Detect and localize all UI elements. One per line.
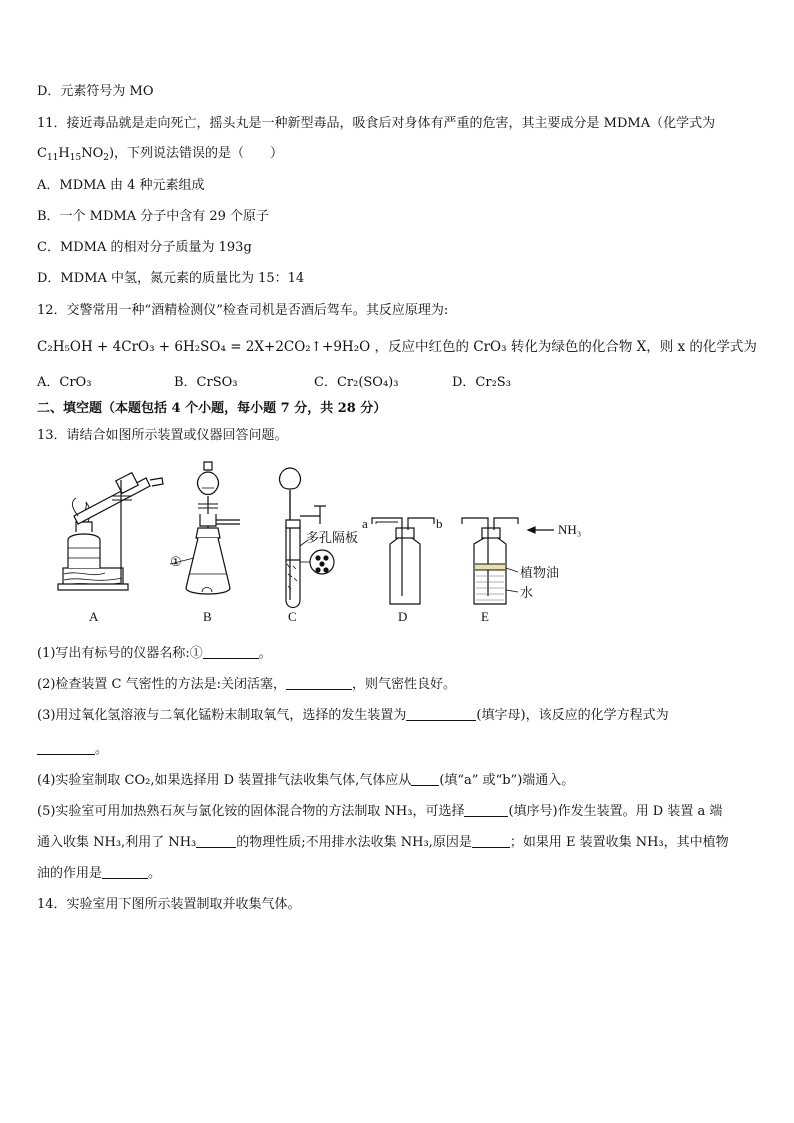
q12-option-a: A．CrO₃ — [37, 375, 92, 390]
apparatus-figure — [0, 450, 794, 630]
answer-blank[interactable] — [196, 835, 236, 848]
apparatus-b — [170, 462, 240, 594]
answer-blank[interactable] — [203, 646, 259, 659]
figure-label-b: B — [203, 609, 212, 624]
figure-label-a: A — [89, 609, 99, 624]
q12-equation: C₂H₅OH + 4CrO₃ + 6H₂SO₄ = 2X+2CO₂↑+9H₂O — [37, 339, 371, 355]
q13-part5-end: 油的作用是 。 — [37, 866, 162, 881]
apparatus-a — [58, 473, 163, 590]
figure-marker-1: ① — [170, 554, 182, 569]
answer-blank[interactable] — [464, 804, 508, 817]
q11-option-c: C．MDMA 的相对分子质量为 193g — [37, 240, 252, 255]
answer-blank[interactable] — [406, 708, 476, 721]
answer-blank[interactable] — [37, 742, 95, 755]
apparatus-d — [372, 518, 434, 604]
answer-blank[interactable] — [472, 835, 510, 848]
figure-nh3-label: NH₃ — [558, 522, 582, 537]
figure-label-d: D — [398, 609, 408, 624]
figure-water: 水 — [520, 585, 534, 600]
q13-stem: 13．请结合如图所示装置或仪器回答问题。 — [37, 428, 288, 443]
q13-part4: (4)实验室制取 CO₂,如果选择用 D 装置排气法收集气体,气体应从 (填“a” 或“b”)端通入。 — [37, 773, 575, 788]
q13-part3: (3)用过氧化氢溶液与二氧化锰粉末制取氧气，选择的发生装置为 (填字母)，该反应的化学方程式为 — [37, 708, 669, 723]
figure-label-c: C — [288, 609, 297, 624]
q13-part1: (1)写出有标号的仪器名称:① 。 — [37, 646, 272, 661]
q12-option-b: B．CrSO₃ — [174, 375, 238, 390]
q12-tail: ，反应中红色的 CrO₃ 转化为绿色的化合物 X，则 x 的化学式为 — [374, 339, 757, 355]
q12-options — [37, 374, 511, 392]
q12-stem: 12．交警常用一种“酒精检测仪”检查司机是否酒后驾车。其反应原理为: — [37, 303, 449, 318]
answer-blank[interactable] — [411, 773, 439, 786]
figure-label-e: E — [481, 609, 489, 624]
q11-option-a: A．MDMA 由 4 种元素组成 — [37, 178, 205, 193]
q13-part5-cont: 通入收集 NH₃,利用了 NH₃ 的物理性质;不用排水法收集 NH₃,原因是 ；如果用 E 装置收集 NH₃，其中植物 — [37, 835, 729, 850]
q13-part3-cont: 。 — [37, 741, 108, 759]
answer-blank[interactable] — [102, 866, 148, 879]
section-heading: 二、填空题（本题包括 4 个小题，每小题 7 分，共 28 分） — [37, 401, 387, 416]
figure-porous-plate: 多孔隔板 — [306, 530, 359, 545]
figure-end-b: b — [436, 516, 443, 531]
q13-part5: (5)实验室可用加热熟石灰与氯化铵的固体混合物的方法制取 NH₃，可选择 (填序号)作发生装置。用 D 装置 a 端 — [37, 804, 723, 819]
q13-part2: (2)检查装置 C 气密性的方法是:关闭活塞， ，则气密性良好。 — [37, 677, 457, 692]
q10-option-d: D．元素符号为 MO — [37, 84, 154, 99]
apparatus-e — [462, 518, 554, 604]
answer-blank[interactable] — [286, 677, 352, 690]
q11-stem: 11．接近毒品就是走向死亡，摇头丸是一种新型毒品，吸食后对身体有严重的危害，其主要成分是 MDMA（化学式为 — [37, 116, 716, 131]
q12-option-c: C．Cr₂(SO₄)₃ — [314, 375, 399, 390]
q12-option-d: D．Cr₂S₃ — [452, 375, 511, 390]
figure-end-a: a — [362, 516, 368, 531]
q11-stem-formula: $C_{11}H_{15}NO_2$)，下列说法错误的是（ ） — [37, 146, 284, 163]
q11-option-b: B．一个 MDMA 分子中含有 29 个原子 — [37, 209, 270, 224]
q11-option-d: D．MDMA 中氢，氮元素的质量比为 15：14 — [37, 271, 305, 286]
figure-vegetable-oil: 植物油 — [520, 565, 560, 580]
q14-stem: 14．实验室用下图所示装置制取并收集气体。 — [37, 897, 301, 912]
q12-equation-line — [37, 338, 757, 356]
